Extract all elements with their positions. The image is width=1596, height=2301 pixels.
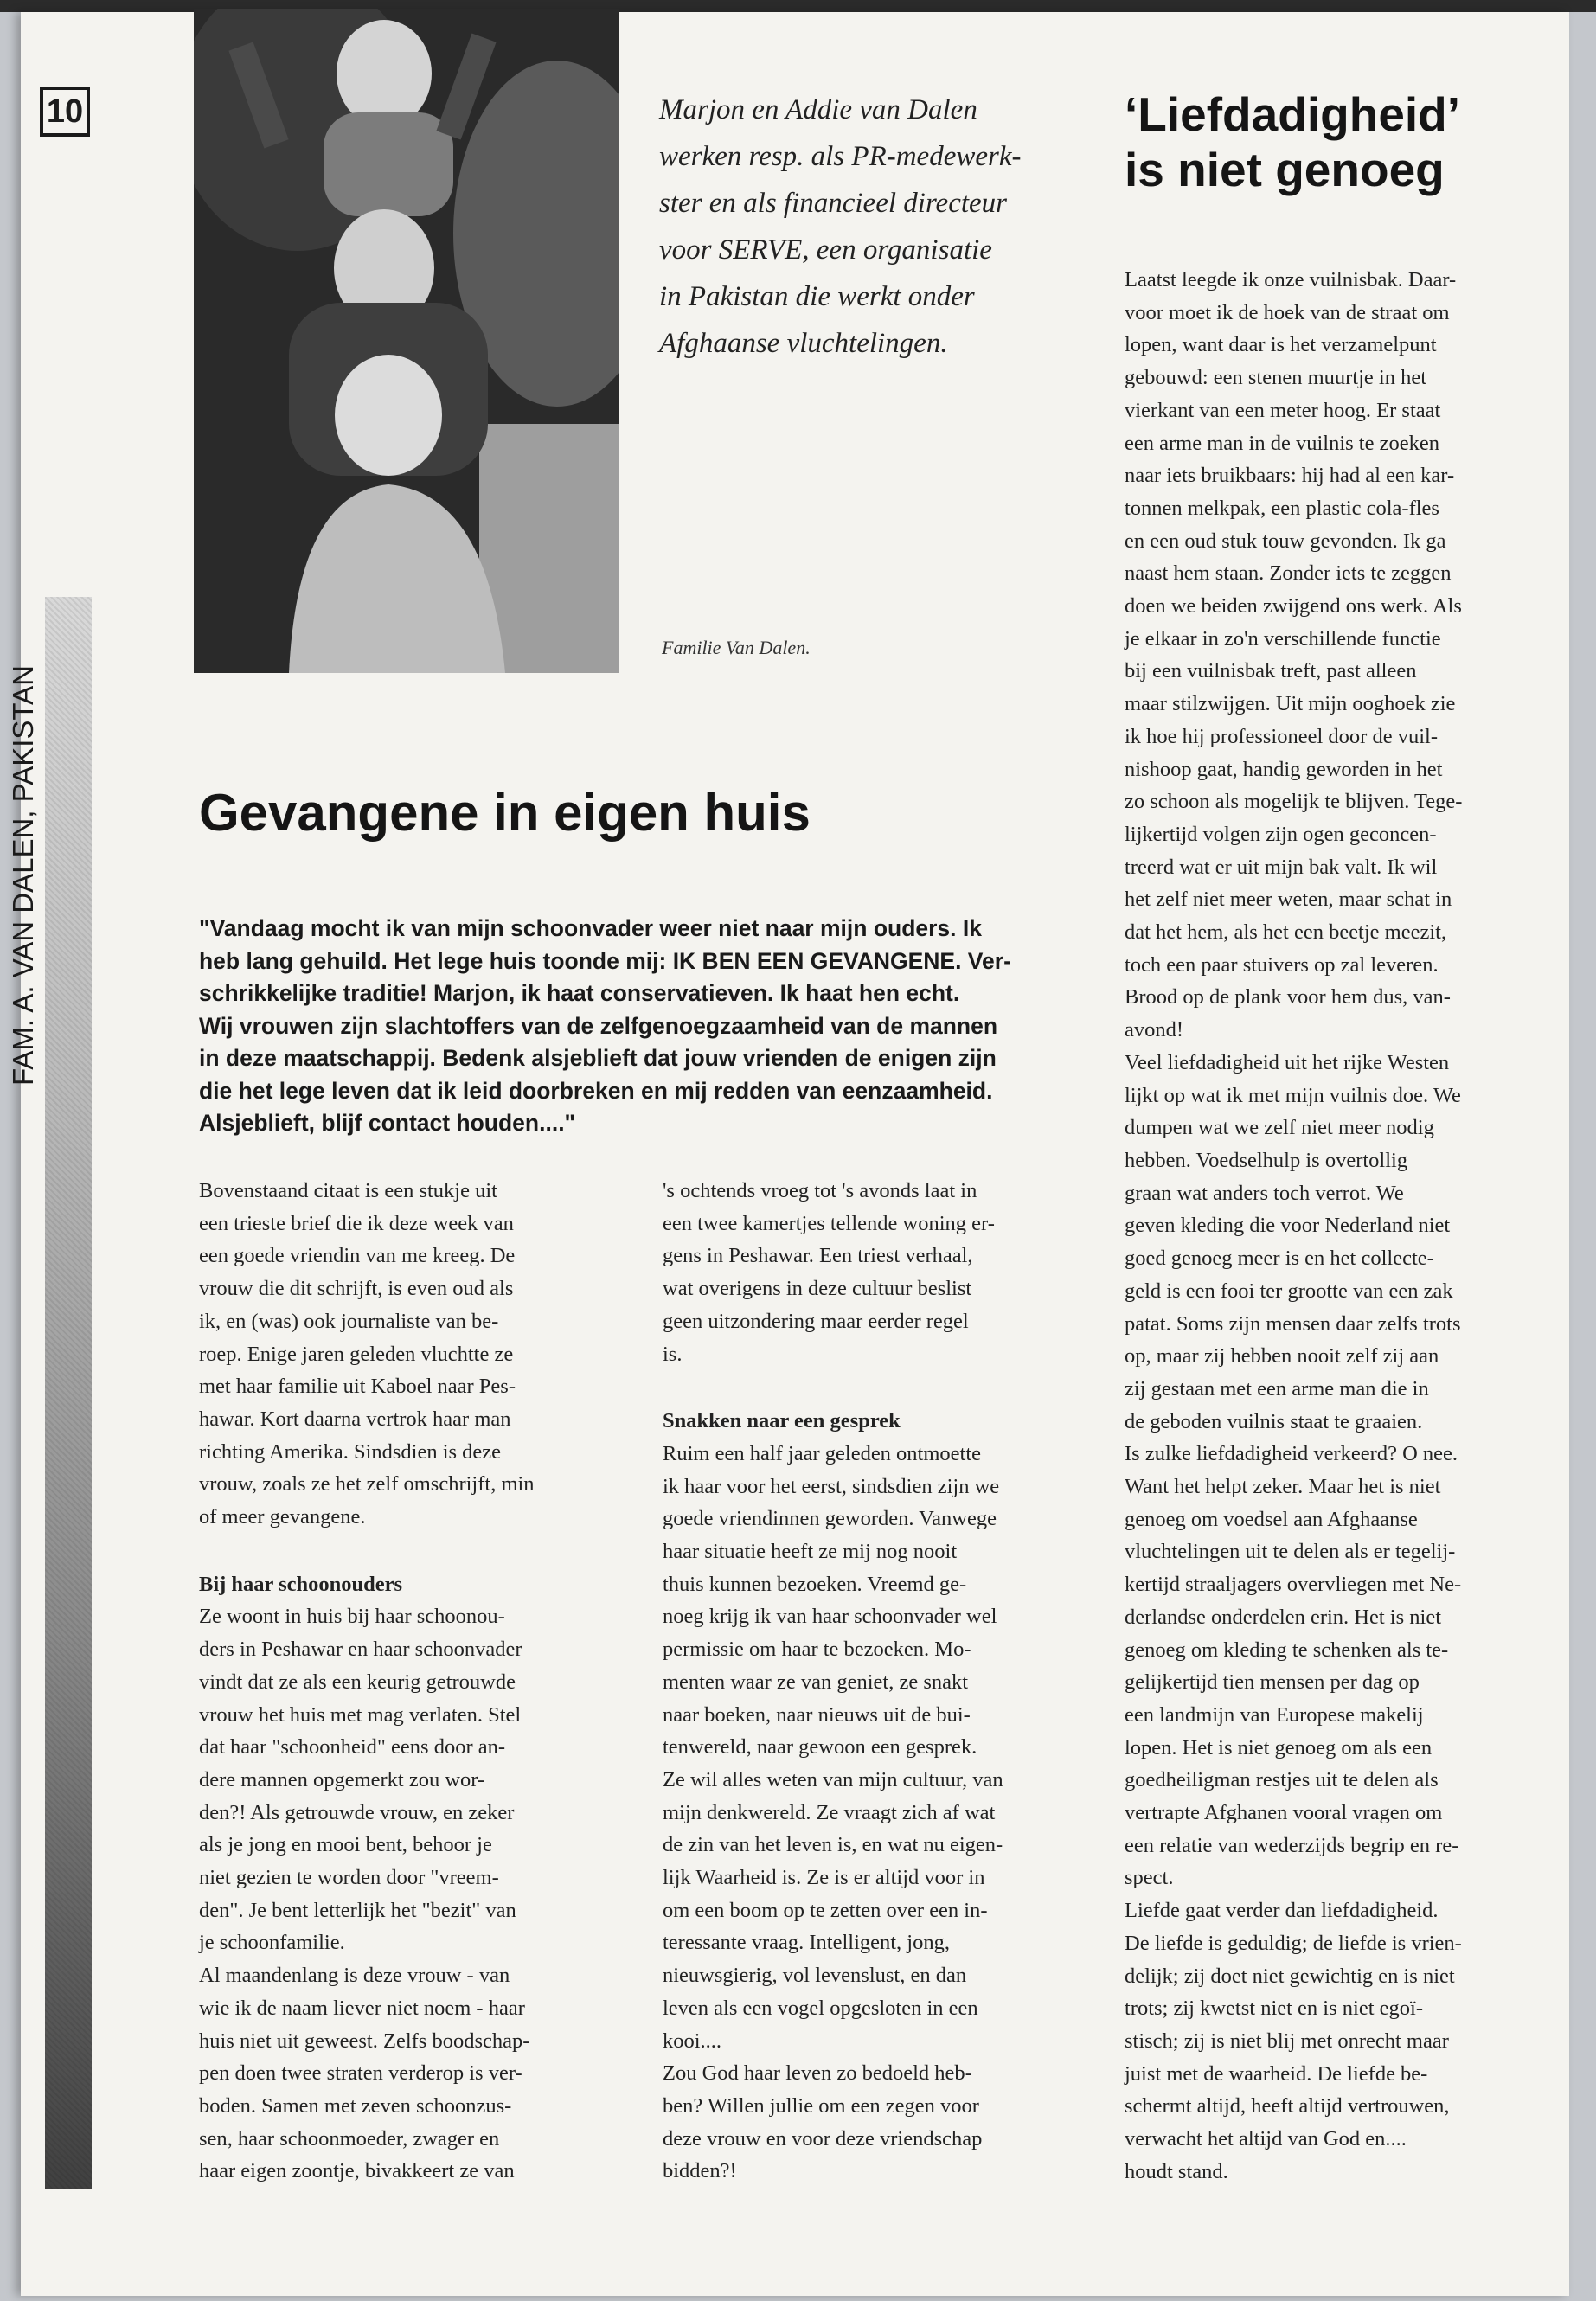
side-body-line: ik hoe hij professioneel door de vuil- (1125, 724, 1438, 748)
body-line: haar eigen zoontje, bivakkeert ze van (199, 2159, 515, 2183)
side-body-line: een landmijn van Europese makelij (1125, 1702, 1424, 1727)
article-column-2 (663, 1175, 1095, 2188)
intro-line: voor SERVE, een organisatie (659, 234, 992, 266)
body-line: Zou God haar leven zo bedoeld heb- (663, 2061, 972, 2086)
side-body-line: vierkant van een meter hoog. Er staat (1125, 398, 1441, 422)
side-body-line: verwacht het altijd van God en.... (1125, 2127, 1407, 2151)
body-line: ik, en (was) ook journaliste van be- (199, 1309, 499, 1333)
side-body-line: kertijd straaljagers overvliegen met Ne- (1125, 1573, 1462, 1597)
side-body-line: Liefde gaat verder dan liefdadigheid. (1125, 1899, 1439, 1923)
quote-line: Wij vrouwen zijn slachtoffers van de zelfgenoegzaamheid van de mannen (199, 1012, 998, 1039)
body-line: 's ochtends vroeg tot 's avonds laat in (663, 1179, 977, 1202)
body-line: dere mannen opgemerkt zou wor- (199, 1767, 485, 1791)
sidebar-label: FAM. A. VAN DALEN, PAKISTAN (7, 665, 39, 1086)
quote-line: Alsjeblieft, blijf contact houden...." (199, 1110, 576, 1136)
intro-line: in Pakistan die werkt onder (659, 281, 975, 312)
side-body-line: bij een vuilnisbak treft, past alleen (1125, 659, 1417, 683)
body-line: een goede vriendin van me kreeg. De (199, 1244, 516, 1268)
side-body-line: houdt stand. (1125, 2159, 1228, 2183)
side-body-line: trots; zij kwetst niet en is niet egoï- (1125, 1997, 1423, 2021)
side-body-line: genoeg om kleding te schenken als te- (1125, 1638, 1449, 1662)
side-body-line: Laatst leegde ik onze vuilnisbak. Daar- (1125, 268, 1457, 292)
side-body-line: lopen. Het is niet genoeg om als een (1125, 1735, 1433, 1759)
body-line: niet gezien te worden door "vreem- (199, 1866, 499, 1890)
side-body-line: avond! (1125, 1018, 1184, 1042)
side-body-line: lijkertijd volgen zijn ogen geconcen- (1125, 822, 1437, 846)
body-line: richting Amerika. Sindsdien is deze (199, 1439, 502, 1464)
quote-line: "Vandaag mocht ik van mijn schoonvader weer niet naar mijn ouders. Ik (199, 915, 982, 941)
side-body-line: gelijkertijd tien mensen per dag op (1125, 1670, 1420, 1695)
side-body-line: Is zulke liefdadigheid verkeerd? O nee. (1125, 1442, 1458, 1466)
body-line: bidden?! (663, 2159, 737, 2183)
side-body-line: De liefde is geduldig; de liefde is vrien- (1125, 1931, 1462, 1955)
body-line: ben? Willen jullie om een zegen voor (663, 2093, 979, 2118)
body-line: gens in Peshawar. Een triest verhaal, (663, 1244, 973, 1268)
intro-line: ster en als financieel directeur (659, 188, 1008, 219)
quote-line: in deze maatschappij. Bedenk alsjeblieft dat jouw vrienden de enigen zijn (199, 1045, 997, 1071)
pull-quote (199, 913, 1081, 1140)
body-line: ik haar voor het eerst, sindsdien zijn we (663, 1474, 1000, 1498)
side-title-line: ‘Liefdadigheid’ (1125, 87, 1461, 141)
body-line: de zin van het leven is, en wat nu eigen- (663, 1833, 1003, 1857)
side-body-line: schermt altijd, heeft altijd vertrouwen, (1125, 2094, 1450, 2118)
body-line: dat haar "schoonheid" eens door an- (199, 1735, 506, 1759)
body-line: pen doen twee straten verderop is ver- (199, 2061, 522, 2086)
side-body-line: graan wat anders toch verrot. We (1125, 1181, 1404, 1205)
body-line: een trieste brief die ik deze week van (199, 1211, 514, 1235)
side-body-line: spect. (1125, 1866, 1174, 1890)
side-body-line: zij gestaan met een arme man die in (1125, 1376, 1429, 1400)
side-title-line: is niet genoeg (1125, 143, 1445, 196)
body-line: naar boeken, naar nieuws uit de bui- (663, 1702, 971, 1727)
body-line: wat overigens in deze cultuur beslist (663, 1277, 972, 1301)
col1-para1 (199, 1175, 601, 1534)
body-line: haar situatie heeft ze mij nog nooit (663, 1540, 958, 1564)
quote-line: heb lang gehuild. Het lege huis toonde mij: IK BEN EEN GEVANGENE. Ver- (199, 947, 1011, 974)
side-body-line: en een oud stuk touw gevonden. Ik ga (1125, 529, 1446, 553)
side-article-body (1125, 264, 1544, 2188)
body-line: Ruim een half jaar geleden ontmoette (663, 1441, 982, 1465)
side-body-line: dat het hem, als het een beetje meezit, (1125, 920, 1447, 945)
side-body-line: geven kleding die voor Nederland niet (1125, 1214, 1451, 1238)
body-line: roep. Enige jaren geleden vluchtte ze (199, 1342, 514, 1366)
side-body-line: toch een paar stuivers op zal leveren. (1125, 952, 1439, 977)
body-line: is. (663, 1342, 683, 1366)
side-body-line: vertrapte Afghanen vooral vragen om (1125, 1801, 1443, 1825)
side-body-line: geld is een fooi ter grootte van een zak (1125, 1279, 1453, 1303)
side-article-title (1125, 87, 1540, 197)
body-line: Ze woont in huis bij haar schoonou- (199, 1605, 505, 1629)
body-line: vrouw, zoals ze het zelf omschrijft, min (199, 1472, 535, 1497)
body-line: sen, haar schoonmoeder, zwager en (199, 2126, 500, 2150)
side-body-line: stisch; zij is niet blij met onrecht maar (1125, 2029, 1449, 2053)
side-body-line: delijk; zij doet niet gewichtig en is niet (1125, 1964, 1455, 1988)
body-line: hawar. Kort daarna vertrok haar man (199, 1407, 511, 1431)
col2-para1 (663, 1175, 1095, 1370)
side-body-line: lopen, want daar is het verzamelpunt (1125, 333, 1437, 357)
body-line: vrouw het huis met mag verlaten. Stel (199, 1702, 522, 1727)
body-line: huis niet uit geweest. Zelfs boodschap- (199, 2029, 530, 2053)
side-body-line: maar stilzwijgen. Uit mijn ooghoek zie (1125, 692, 1456, 716)
body-line: lijk Waarheid is. Ze is er altijd voor in (663, 1866, 985, 1890)
side-body-line: Veel liefdadigheid uit het rijke Westen (1125, 1050, 1450, 1074)
side-body-line: hebben. Voedselhulp is overtollig (1125, 1148, 1408, 1172)
intro-line: werken resp. als PR-medewerk- (659, 141, 1022, 172)
side-body-line: zo schoon als mogelijk te blijven. Tege- (1125, 790, 1463, 814)
side-body-line: voor moet ik de hoek van de straat om (1125, 300, 1450, 324)
body-line: goede vriendinnen geworden. Vanwege (663, 1507, 997, 1531)
side-body-line: de geboden vuilnis staat te graaien. (1125, 1409, 1423, 1433)
side-body-line: een relatie van wederzijds begrip en re- (1125, 1833, 1459, 1857)
body-line: den". Je bent letterlijk het "bezit" van (199, 1898, 516, 1922)
body-line: deze vrouw en voor deze vriendschap (663, 2126, 983, 2150)
body-line: teressante vraag. Intelligent, jong, (663, 1931, 950, 1955)
col1-para2 (199, 1600, 601, 2188)
side-body-line: naast hem staan. Zonder iets te zeggen (1125, 561, 1452, 586)
intro-text (659, 87, 1092, 367)
side-body-line: nishoop gaat, handig geworden in het (1125, 757, 1443, 781)
body-line: vindt dat ze als een keurig getrouwde (199, 1670, 516, 1694)
body-line: wie ik de naam liever niet noem - haar (199, 1996, 525, 2020)
article-column-1 (199, 1175, 601, 2188)
family-photo-illustration (194, 9, 619, 673)
side-body-line: Want het helpt zeker. Maar het is niet (1125, 1475, 1441, 1499)
body-line: om een boom op te zetten over een in- (663, 1898, 988, 1922)
body-line: je schoonfamilie. (199, 1931, 345, 1955)
body-line: Ze wil alles weten van mijn cultuur, van (663, 1767, 1003, 1791)
body-line: of meer gevangene. (199, 1505, 366, 1529)
body-line: als je jong en mooi bent, behoor je (199, 1833, 492, 1857)
body-line: Al maandenlang is deze vrouw - van (199, 1964, 510, 1988)
side-body-line: naar iets bruikbaars: hij had al een kar- (1125, 464, 1455, 488)
body-line: permissie om haar te bezoeken. Mo- (663, 1638, 971, 1662)
side-body-line: je elkaar in zo'n verschillende functie (1125, 626, 1441, 651)
body-line: menten waar ze van geniet, ze snakt (663, 1670, 969, 1694)
body-line: leven als een vogel opgesloten in een (663, 1996, 978, 2020)
side-body-line: juist met de waarheid. De liefde be- (1125, 2061, 1428, 2086)
quote-line: schrikkelijke traditie! Marjon, ik haat conservatieven. Ik haat hen echt. (199, 980, 960, 1006)
subheading-gesprek: Snakken naar een gesprek (663, 1409, 901, 1433)
body-line: boden. Samen met zeven schoonzus- (199, 2093, 512, 2118)
body-line: geen uitzondering maar eerder regel (663, 1309, 969, 1333)
col2-para2 (663, 1438, 1095, 2188)
intro-line: Marjon en Addie van Dalen (659, 94, 977, 125)
subheading-schoonouders: Bij haar schoonouders (199, 1572, 403, 1596)
side-body-line: op, maar zij hebben nooit zelf zij aan (1125, 1344, 1439, 1368)
body-line: met haar familie uit Kaboel naar Pes- (199, 1375, 516, 1399)
side-body-line: tonnen melkpak, een plastic cola-fles (1125, 496, 1439, 520)
side-body-line: goedheiligman restjes uit te delen als (1125, 1768, 1439, 1792)
body-line: nieuwsgierig, vol levenslust, en dan (663, 1964, 967, 1988)
side-body-line: Brood op de plank voor hem dus, van- (1125, 985, 1451, 1009)
sidebar-bar (45, 597, 92, 2189)
page-number: 10 (40, 87, 90, 137)
side-body-line: vluchtelingen uit te delen als er tegelij- (1125, 1540, 1456, 1564)
quote-line: die het lege leven dat ik leid doorbreken en mij redden van eenzaamheid. (199, 1077, 993, 1104)
body-line: Bovenstaand citaat is een stukje uit (199, 1179, 497, 1202)
side-body-line: goed genoeg meer is en het collecte- (1125, 1247, 1434, 1271)
side-body-line: patat. Soms zijn mensen daar zelfs trots (1125, 1311, 1461, 1336)
intro-line: Afghaanse vluchtelingen. (659, 328, 948, 359)
body-line: den?! Als getrouwde vrouw, en zeker (199, 1800, 515, 1824)
body-line: vrouw die dit schrijft, is even oud als (199, 1277, 514, 1301)
family-photo (194, 9, 619, 673)
body-line: tenwereld, naar gewoon een gesprek. (663, 1735, 977, 1759)
side-body-line: gebouwd: een stenen muurtje in het (1125, 366, 1427, 390)
side-body-line: een arme man in de vuilnis te zoeken (1125, 431, 1439, 455)
side-body-line: het zelf niet meer weten, maar schat in (1125, 888, 1452, 912)
side-body-line: genoeg om voedsel aan Afghaanse (1125, 1507, 1418, 1531)
main-article-title: Gevangene in eigen huis (199, 784, 811, 842)
side-body-line: dumpen wat we zelf niet meer nodig (1125, 1116, 1434, 1140)
body-line: noeg krijg ik van haar schoonvader wel (663, 1605, 997, 1629)
body-line: een twee kamertjes tellende woning er- (663, 1211, 995, 1235)
body-line: ders in Peshawar en haar schoonvader (199, 1638, 522, 1662)
side-body-line: lijkt op wat ik met mijn vuilnis doe. We (1125, 1083, 1461, 1107)
body-line: mijn denkwereld. Ze vraagt zich af wat (663, 1800, 996, 1824)
side-body-line: treerd wat er uit mijn bak valt. Ik wil (1125, 855, 1438, 879)
side-body-line: doen we beiden zwijgend ons werk. Als (1125, 594, 1462, 619)
photo-caption: Familie Van Dalen. (662, 637, 811, 658)
side-body-line: derlandse onderdelen erin. Het is niet (1125, 1605, 1442, 1629)
body-line: kooi.... (663, 2029, 722, 2053)
body-line: thuis kunnen bezoeken. Vreemd ge- (663, 1572, 967, 1596)
